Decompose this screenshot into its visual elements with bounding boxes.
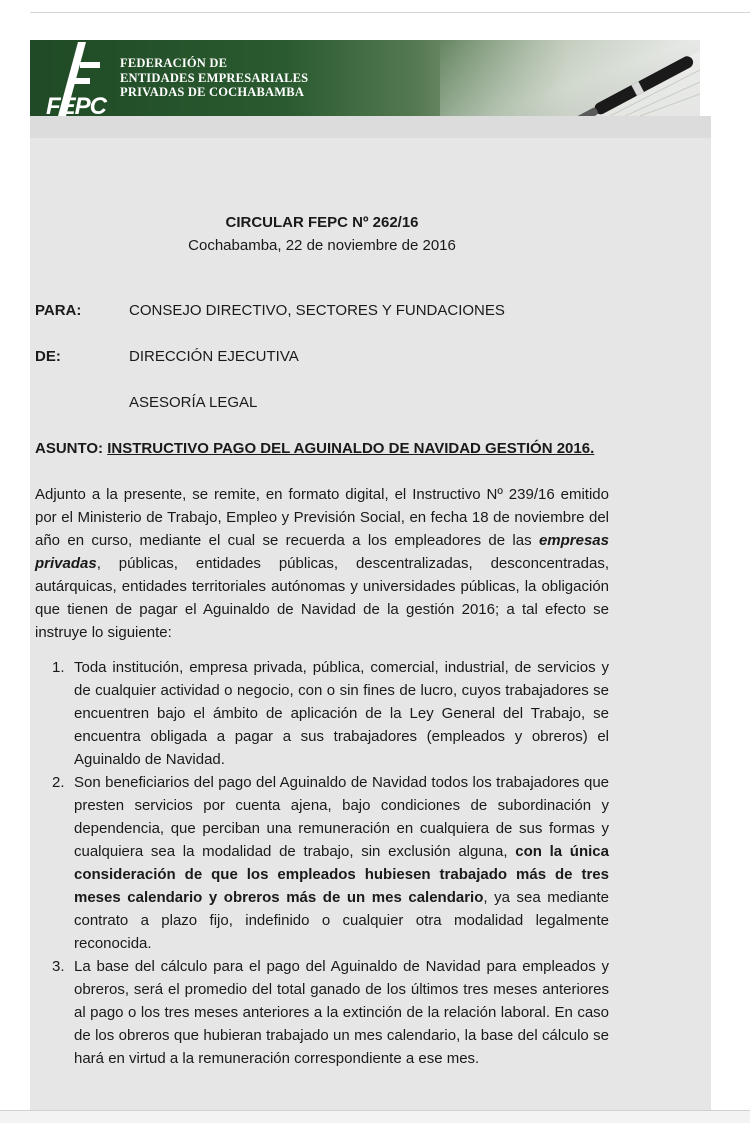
document-page-top-band [30,116,711,138]
de-row [35,345,609,368]
circular-place-date: Cochabamba, 22 de noviembre de 2016 [188,237,456,254]
intro-paragraph [35,483,609,644]
org-name-line-3: PRIVADAS DE COCHABAMBA [120,85,305,99]
list-item-text: Son beneficiarios del pago del Aguinaldo de Navidad todos los trabajadores que presten servicios por cuenta ajena, bajo condiciones de subordinación y dependencia, que perciban una remuneración en cualquiera de sus formas y cualquiera sea la modalidad de trabajo, sin exclusión alguna, [74,774,609,860]
para-value: CONSEJO DIRECTIVO, SECTORES Y FUNDACIONES [129,302,505,319]
asunto-row [35,437,609,460]
list-item-bold-text: con la única consideración de que los empleados hubiesen trabajado más de tres meses calendario y obreros más de un mes calendario [74,843,609,906]
top-divider [30,12,750,13]
list-item-text: La base del cálculo para el pago del Aguinaldo de Navidad para empleados y obreros, será el promedio del total ganado de los últimos tres meses anteriores al pago o los tres meses anteriores a la extinción de la relación laboral. En caso de los obreros que hubieran trabajado un mes calendario, la base del cálculo se hará en virtud a la remuneración correspondiente a ese mes. [74,958,609,1067]
de-value-2: ASESORÍA LEGAL [129,394,258,411]
intro-emphasis: empresas privadas [35,532,609,572]
intro-text-2: , públicas, entidades públicas, descentralizadas, desconcentradas, autárquicas, entidades territoriales autónomas y universidades públicas, la obligación que tienen de pagar el Aguinaldo de Navidad de la gestión 2016; a tal efecto se instruye lo siguiente: [35,555,609,641]
de-label: DE: [35,348,61,365]
list-item [35,955,609,1070]
list-item-number: 1. [52,659,65,676]
bottom-bar [0,1110,750,1123]
circular-body [35,138,609,1070]
list-item-number: 2. [52,774,65,791]
list-item-text: Toda institución, empresa privada, pública, comercial, industrial, de servicios y de cualquier actividad o negocio, con o sin fines de lucro, cuyos trabajadores se encuentren bajo el ámbito de aplicación de la Ley General del Trabajo, se encuentra obligada a pagar a sus trabajadores (empleados y obreros) el Aguinaldo de Navidad. [74,659,609,768]
list-item-number: 3. [52,958,65,975]
org-name-line-2: ENTIDADES EMPRESARIALES [120,70,309,85]
de-row-2 [35,391,609,414]
logo-lettering: FEPC [46,93,107,116]
fepc-logo [36,40,124,116]
organization-name [120,56,308,100]
asunto-label: ASUNTO: [35,440,104,457]
de-value: DIRECCIÓN EJECUTIVA [129,348,299,365]
list-item-text-end: , ya sea mediante contrato a plazo fijo, indefinido o cualquier otra modalidad legalmente reconocida. [74,889,609,952]
para-row [35,299,609,322]
intro-text-1: Adjunto a la presente, se remite, en formato digital, el Instructivo Nº 239/16 emitido por el Ministerio de Trabajo, Empleo y Previsión Social, en fecha 18 de noviembre del año en curso, mediante el cual se recuerda a los empleadores de las [35,486,609,549]
asunto-value: INSTRUCTIVO PAGO DEL AGUINALDO DE NAVIDAD GESTIÓN 2016. [107,440,595,457]
org-name-line-1: FEDERACIÓN DE [120,56,228,70]
para-label: PARA: [35,302,82,319]
circular-title: CIRCULAR FEPC Nº 262/16 [225,214,419,231]
list-item [35,771,609,955]
letterhead-banner [30,40,700,116]
list-item [35,656,609,771]
pen-icon [530,40,700,116]
instruction-list [35,656,609,1070]
